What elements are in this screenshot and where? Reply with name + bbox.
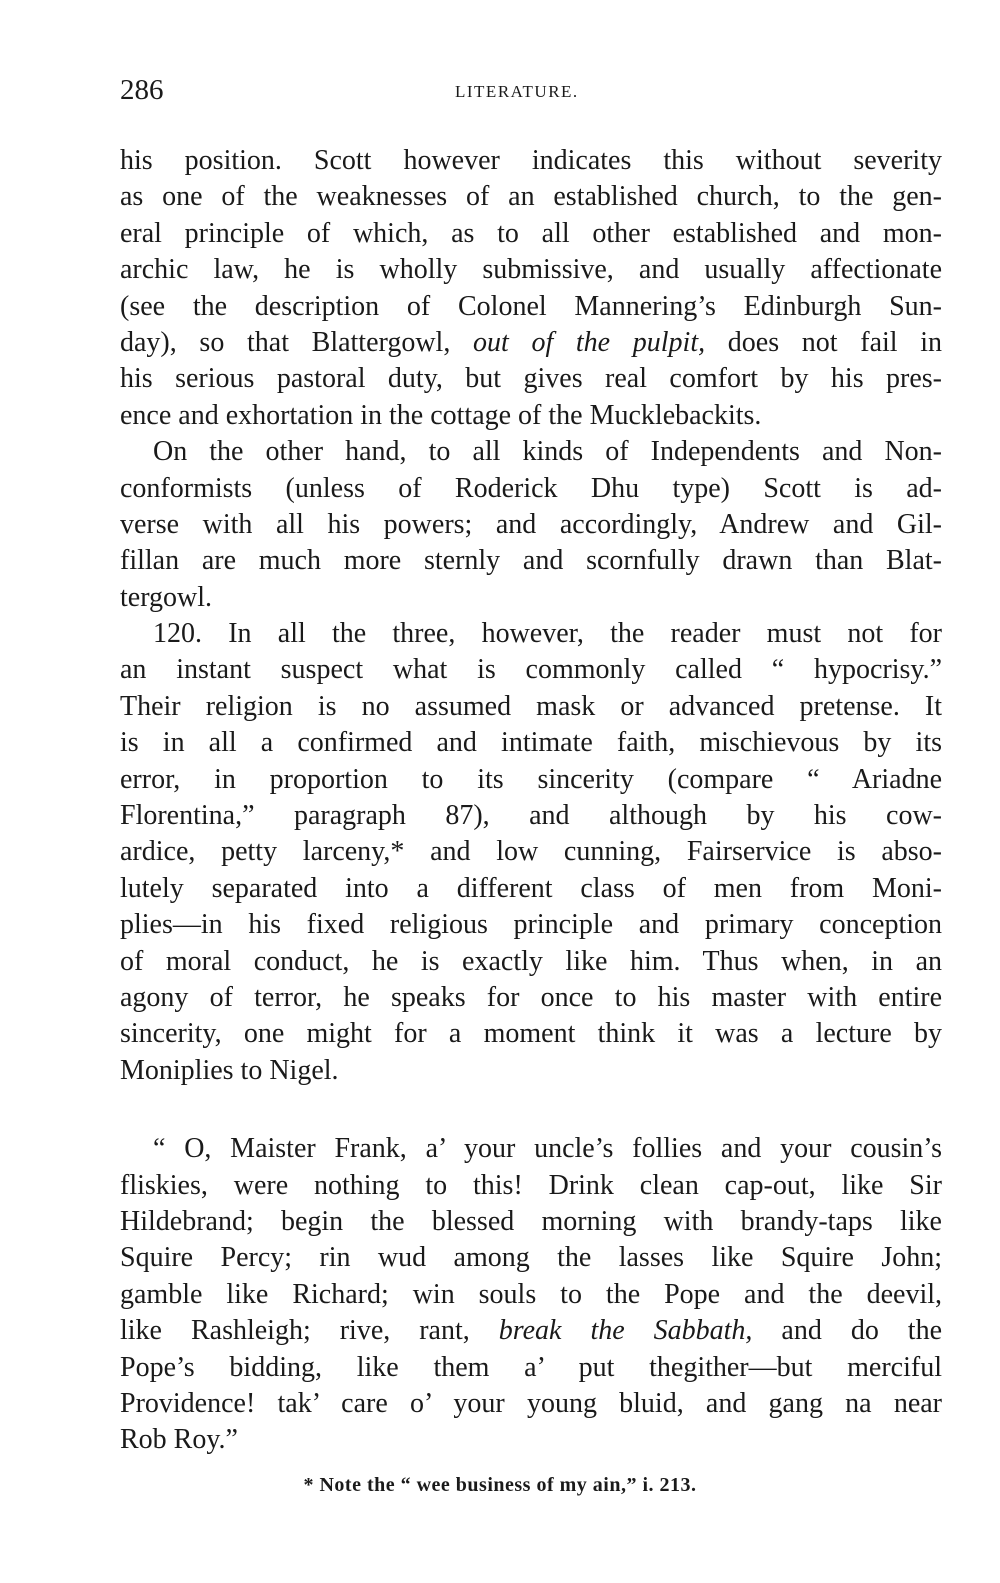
text-line: Providence! tak’ care o’ your young bluid, and gang na near	[120, 1387, 942, 1419]
text-line: as one of the weaknesses of an established church, to the gen-	[120, 181, 942, 213]
text-line: 120. In all the three, however, the reader must not for	[153, 618, 942, 650]
running-title: LITERATURE.	[455, 82, 579, 101]
block-quote	[120, 1131, 942, 1459]
text-line: eral principle of which, as to all other established and mon-	[120, 217, 942, 249]
footnote: * Note the “ wee business of my ain,” i. 213.	[303, 1474, 697, 1496]
section-gap	[120, 1089, 942, 1131]
text-line: sincerity, one might for a moment think it was a lecture by	[120, 1018, 942, 1050]
text-line: agony of terror, he speaks for once to his master with entire	[120, 981, 942, 1013]
text-segment: does not fail in	[727, 326, 942, 358]
text-line: fliskies, were nothing to this! Drink clean cap-out, like Sir	[120, 1169, 942, 1201]
text-line: ence and exhortation in the cottage of the Mucklebackits.	[120, 399, 762, 431]
text-line: fillan are much more sternly and scornfully drawn than Blat-	[120, 545, 942, 577]
text-line: error, in proportion to its sincerity (compare “ Ariadne	[120, 763, 942, 795]
text-line: Hildebrand; begin the blessed morning with brandy-taps like	[120, 1205, 942, 1237]
text-line: Their religion is no assumed mask or advanced pretense. It	[120, 690, 942, 722]
text-line: his position. Scott however indicates this without severity	[120, 145, 942, 176]
paragraph-2	[120, 434, 942, 616]
text-line: an instant suspect what is commonly called “ hypocrisy.”	[120, 654, 942, 686]
text-line: “ O, Maister Frank, a’ your uncle’s follies and your cousin’s	[153, 1133, 942, 1165]
text-segment: like Rashleigh; rive, rant,	[120, 1315, 499, 1347]
text-line: Squire Percy; rin wud among the lasses like Squire John;	[120, 1242, 942, 1274]
text-line: Moniplies to Nigel.	[120, 1054, 339, 1086]
text-segment: and do the	[781, 1315, 943, 1347]
text-line: lutely separated into a different class of men from Moni-	[120, 872, 942, 904]
text-line: tergowl.	[120, 581, 213, 613]
text-segment: day), so that Blattergowl,	[120, 326, 473, 358]
body-text	[120, 143, 942, 1459]
text-line: verse with all his powers; and accordingly, Andrew and Gil-	[120, 508, 942, 540]
text-line: his serious pastoral duty, but gives real comfort by his pres-	[120, 363, 942, 395]
paragraph-3	[120, 616, 942, 1089]
text-line	[120, 325, 942, 361]
italic-phrase: out of the pulpit,	[473, 326, 706, 358]
text-line: (see the description of Colonel Mannering’s Edinburgh Sun-	[120, 290, 942, 322]
text-line: of moral conduct, he is exactly like him. Thus when, in an	[120, 945, 942, 977]
text-line: Rob Roy.”	[120, 1424, 238, 1456]
text-line: On the other hand, to all kinds of Independents and Non-	[153, 436, 942, 468]
running-head	[120, 74, 942, 114]
paragraph-1	[120, 143, 942, 434]
text-line: is in all a confirmed and intimate faith, mischievous by its	[120, 727, 942, 759]
text-line: Pope’s bidding, like them a’ put thegither—but merciful	[120, 1351, 942, 1383]
text-line: gamble like Richard; win souls to the Pope and the deevil,	[120, 1278, 942, 1310]
text-line	[120, 1313, 942, 1349]
text-line: plies—in his fixed religious principle and primary conception	[120, 909, 942, 941]
page-number: 286	[120, 74, 164, 106]
text-line: ardice, petty larceny,* and low cunning, Fairservice is abso-	[120, 836, 942, 868]
italic-phrase: break the Sabbath,	[498, 1315, 753, 1347]
text-line: archic law, he is wholly submissive, and usually affectionate	[120, 254, 942, 286]
text-line: Florentina,” paragraph 87), and although by his cow-	[120, 800, 942, 832]
text-line: conformists (unless of Roderick Dhu type) Scott is ad-	[120, 472, 942, 504]
